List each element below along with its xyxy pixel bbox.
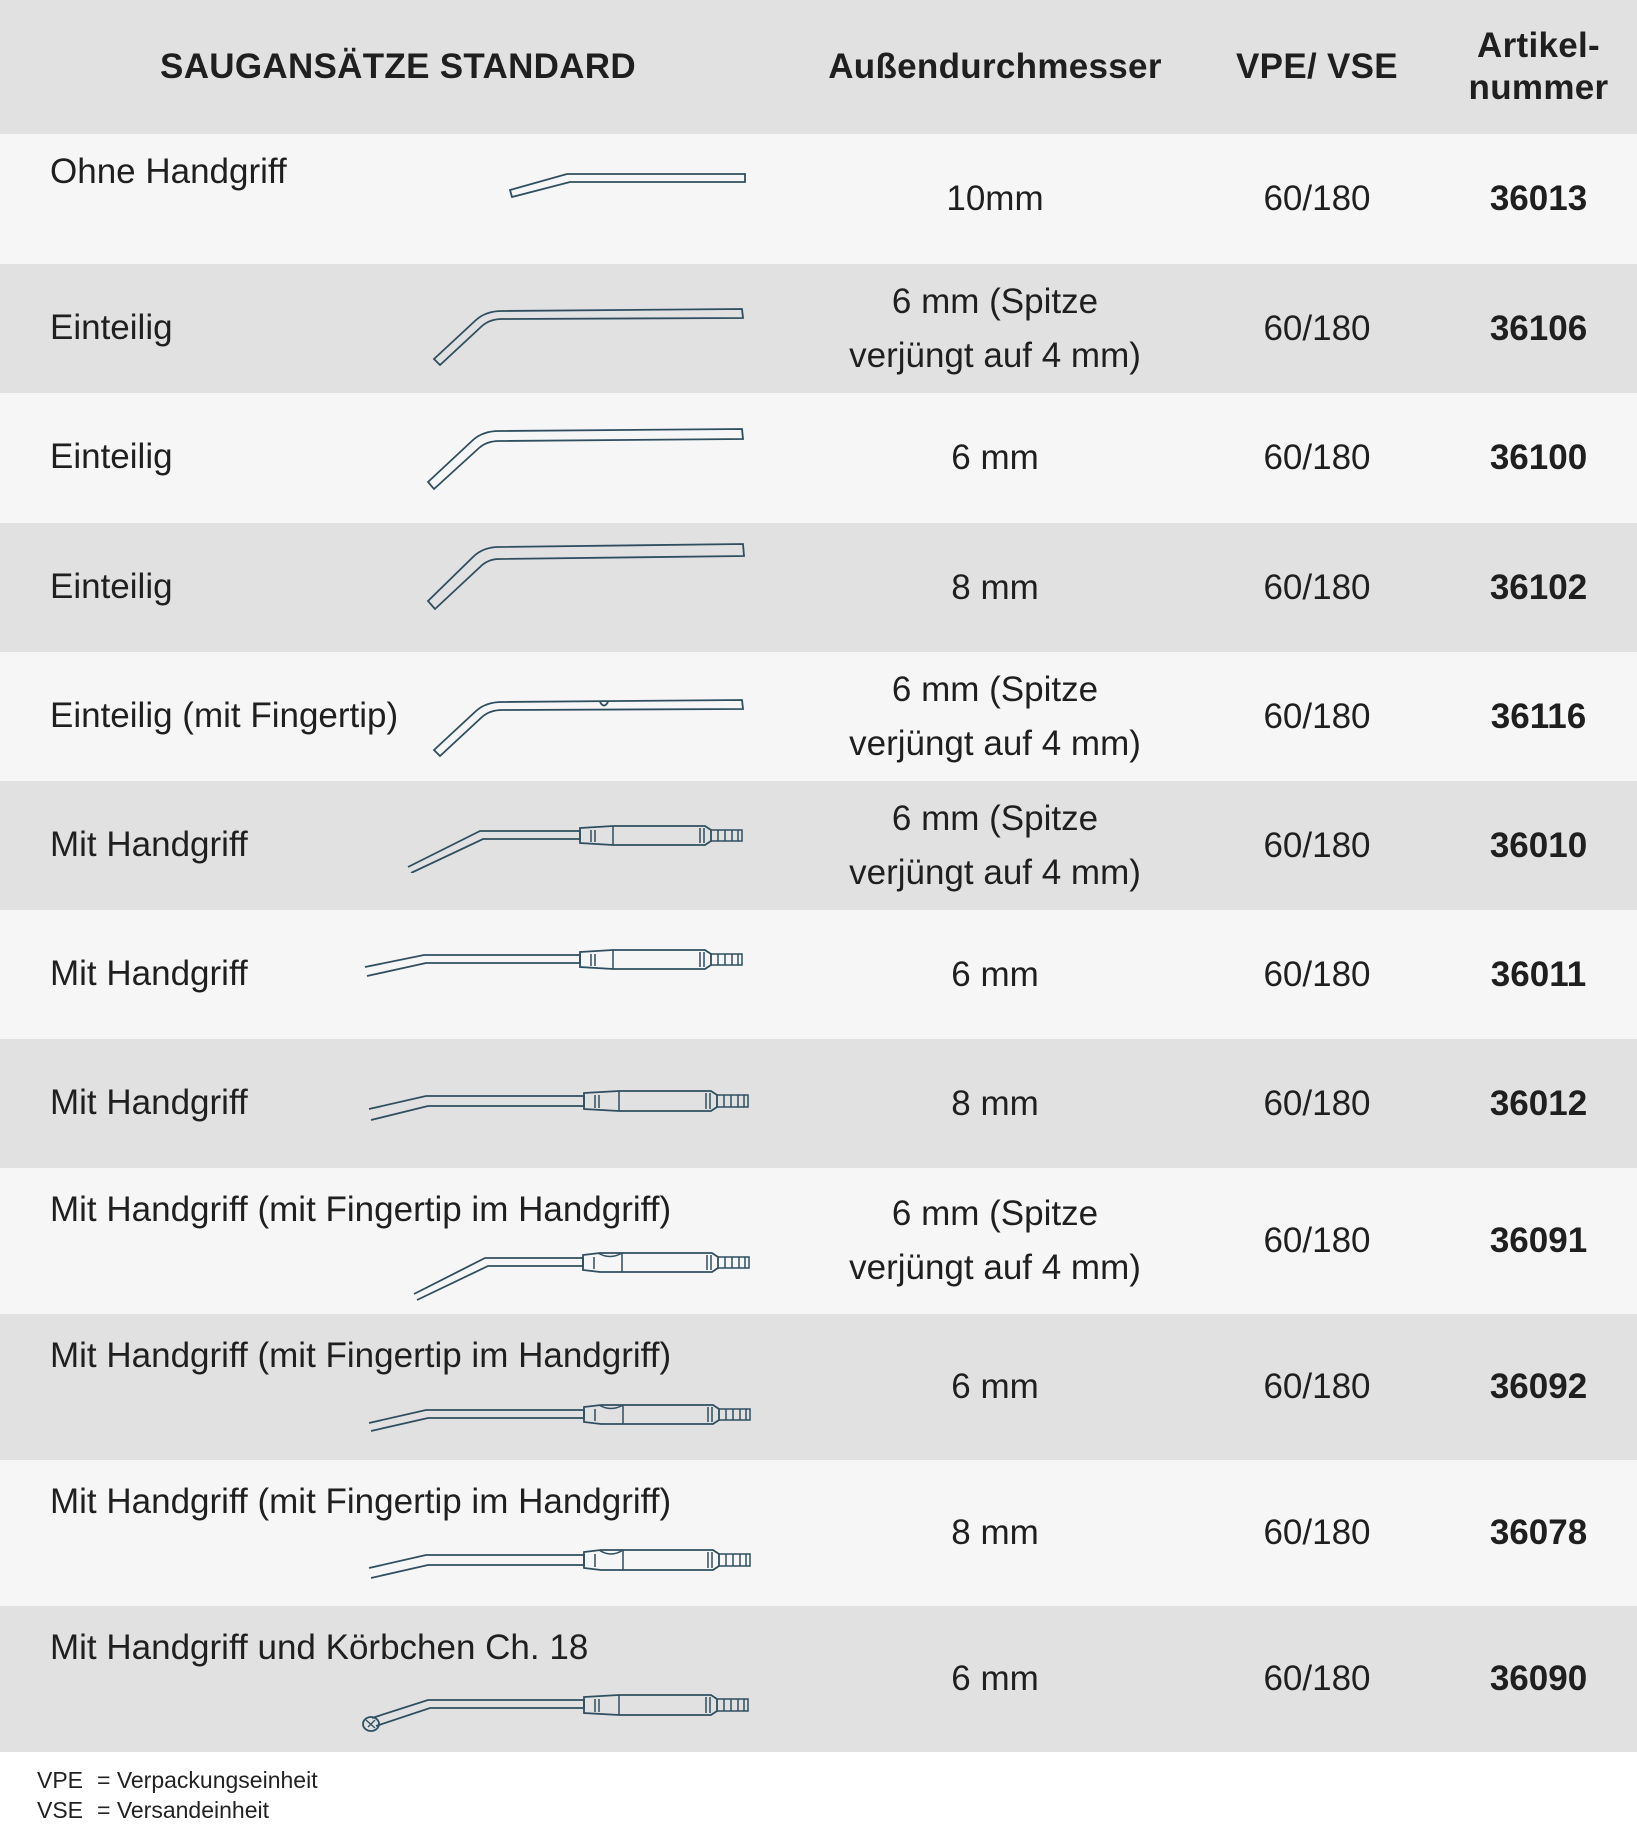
suction-tip-handle-fingertip-icon [410, 1230, 755, 1302]
table-row [0, 781, 1637, 910]
row-article: 36090 [1489, 1659, 1588, 1698]
row-name: Mit Handgriff und Körbchen Ch. 18 [50, 1628, 589, 1667]
row-name: Einteilig [50, 567, 173, 606]
legend-abbr: VPE [37, 1767, 84, 1793]
header-diameter: Außendurchmesser [828, 47, 1162, 86]
legend-item [37, 1765, 318, 1795]
legend [37, 1765, 318, 1825]
row-name: Einteilig (mit Fingertip) [50, 696, 399, 735]
row-vpe: 60/180 [1263, 567, 1371, 607]
suction-tip-fingertip-icon [430, 679, 750, 759]
suction-tip-handle-fingertip-icon [366, 1390, 754, 1440]
suction-tip-handle-fingertip-icon [366, 1537, 754, 1587]
row-article: 36013 [1489, 179, 1588, 218]
row-vpe: 60/180 [1263, 1083, 1371, 1123]
row-article: 36091 [1489, 1221, 1588, 1260]
table-header [0, 0, 1637, 134]
table-row [0, 652, 1637, 781]
row-diameter: 6 mm [951, 1367, 1039, 1406]
row-vpe: 60/180 [1263, 438, 1371, 477]
row-article: 36106 [1489, 308, 1588, 348]
row-vpe: 60/180 [1263, 179, 1371, 218]
suction-tip-handle-icon [366, 1079, 752, 1129]
legend-text: = Versandeinheit [97, 1797, 269, 1823]
row-diameter: 6 mm (Spitze verjüngt auf 4 mm) [849, 281, 1141, 375]
header-product: SAUGANSÄTZE STANDARD [160, 47, 636, 86]
table-row [0, 393, 1637, 523]
suction-tip-handle-icon [405, 803, 750, 873]
row-diameter: 10mm [946, 179, 1044, 218]
row-name: Mit Handgriff [50, 954, 248, 993]
suction-tip-basket-icon [358, 1680, 754, 1736]
legend-text: = Verpackungseinheit [97, 1767, 318, 1793]
header-article-line1: Artikel- [1477, 26, 1600, 65]
row-diameter: 8 mm [951, 567, 1039, 607]
table-row [0, 134, 1637, 264]
table-row [0, 523, 1637, 652]
suction-tip-curved-icon [425, 415, 750, 495]
row-diameter: 8 mm [951, 1513, 1039, 1552]
row-article: 36010 [1489, 825, 1588, 865]
row-diameter: 6 mm [951, 954, 1039, 994]
row-article: 36116 [1490, 696, 1587, 736]
row-name: Mit Handgriff (mit Fingertip im Handgriff) [50, 1190, 672, 1229]
row-name: Ohne Handgriff [50, 152, 287, 191]
row-article: 36102 [1489, 567, 1588, 607]
row-vpe: 60/180 [1263, 825, 1371, 865]
legend-item [37, 1795, 318, 1825]
row-diameter: 6 mm (Spitze verjüngt auf 4 mm) [849, 1194, 1141, 1287]
table-row [0, 1039, 1637, 1168]
row-article: 36092 [1489, 1367, 1588, 1406]
header-article-line2: nummer [1468, 68, 1609, 107]
row-article: 36100 [1489, 438, 1588, 477]
row-article: 36011 [1490, 954, 1587, 994]
row-vpe: 60/180 [1263, 954, 1371, 994]
row-article: 36078 [1489, 1513, 1588, 1552]
row-name: Einteilig [50, 308, 173, 347]
suction-tip-curved-icon [425, 531, 750, 611]
row-name: Mit Handgriff [50, 825, 248, 864]
row-vpe: 60/180 [1263, 1221, 1371, 1260]
table-row [0, 1314, 1637, 1460]
row-article: 36012 [1489, 1083, 1588, 1123]
row-vpe: 60/180 [1263, 1367, 1371, 1406]
legend-abbr: VSE [37, 1797, 84, 1823]
row-name: Mit Handgriff (mit Fingertip im Handgriff) [50, 1336, 672, 1375]
row-diameter: 6 mm [951, 438, 1039, 477]
row-name: Einteilig [50, 437, 173, 476]
row-vpe: 60/180 [1263, 696, 1371, 736]
row-diameter: 6 mm (Spitze verjüngt auf 4 mm) [849, 669, 1141, 763]
table-row [0, 1460, 1637, 1606]
row-diameter: 6 mm (Spitze verjüngt auf 4 mm) [849, 798, 1141, 892]
table-row [0, 1168, 1637, 1314]
table-row [0, 910, 1637, 1039]
table-row [0, 1606, 1637, 1752]
table-row [0, 264, 1637, 393]
row-diameter: 6 mm [951, 1659, 1039, 1698]
header-article [1440, 0, 1637, 134]
suction-tip-curved-icon [430, 288, 750, 368]
row-name: Mit Handgriff [50, 1083, 248, 1122]
row-name: Mit Handgriff (mit Fingertip im Handgriff) [50, 1482, 672, 1521]
row-vpe: 60/180 [1263, 1659, 1371, 1698]
row-vpe: 60/180 [1263, 1513, 1371, 1552]
header-vpe: VPE/ VSE [1236, 47, 1398, 86]
row-diameter: 8 mm [951, 1083, 1039, 1123]
suction-tip-straight-icon [505, 160, 750, 200]
suction-tip-handle-icon [362, 935, 750, 985]
row-vpe: 60/180 [1263, 308, 1371, 348]
